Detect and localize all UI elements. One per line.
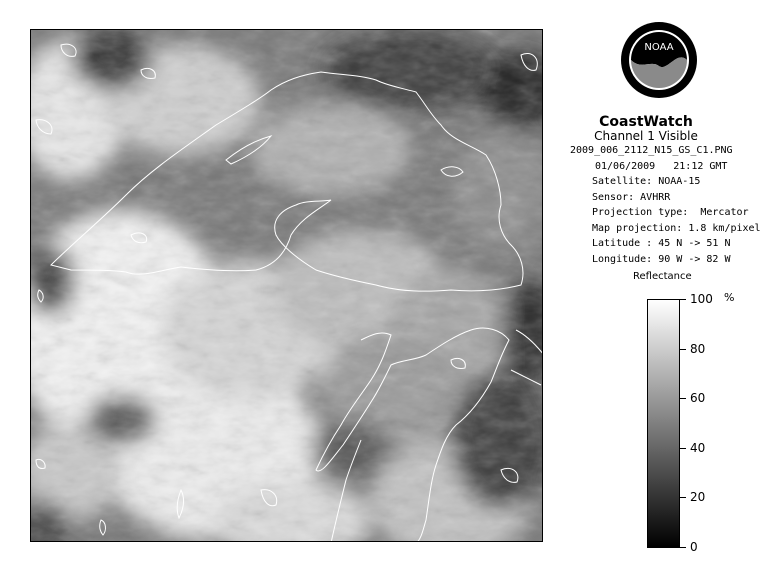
legend-title: Reflectance (633, 271, 692, 282)
colorbar-tick (680, 349, 686, 350)
colorbar-tick (680, 547, 686, 548)
satellite-imagery (31, 30, 543, 542)
map-projection: Map projection: 1.8 km/pixel (592, 222, 761, 234)
reflectance-colorbar (647, 299, 680, 548)
legend-unit: % (724, 291, 735, 304)
datetime: 01/06/2009 21:12 GMT (595, 160, 728, 172)
colorbar-tick-label: 100 (690, 292, 713, 306)
projection-type: Projection type: Mercator (592, 207, 749, 218)
colorbar-tick (680, 448, 686, 449)
colorbar-tick-label: 40 (690, 440, 706, 455)
colorbar-tick-label: 60 (690, 391, 706, 406)
noaa-logo (619, 20, 699, 100)
colorbar-tick-label: 20 (690, 490, 706, 505)
product-title: CoastWatch (599, 114, 693, 130)
channel-label: Channel 1 Visible (594, 129, 698, 143)
satellite: Satellite: NOAA-15 (592, 176, 701, 187)
colorbar-tick-label: 0 (690, 540, 698, 554)
colorbar-tick (680, 497, 686, 498)
product-info (566, 114, 766, 267)
sensor: Sensor: AVHRR (592, 191, 671, 203)
colorbar-ticks (680, 292, 760, 554)
filename: 2009_006_2112_N15_GS_C1.PNG (570, 145, 733, 156)
latitude-range: Latitude : 45 N -> 51 N (592, 238, 731, 249)
colorbar-tick (680, 398, 686, 399)
satellite-image (30, 29, 543, 542)
logo-text: NOAA (644, 42, 674, 53)
longitude-range: Longitude: 90 W -> 82 W (592, 253, 731, 265)
colorbar-tick-label: 80 (690, 341, 706, 356)
colorbar-tick (680, 299, 686, 300)
